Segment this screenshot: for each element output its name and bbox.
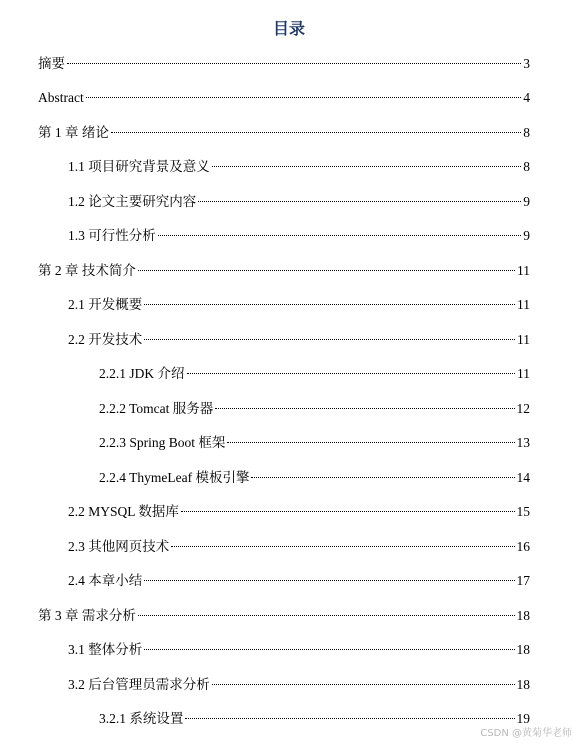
toc-entry[interactable] — [68, 331, 530, 349]
dot-leader — [144, 580, 514, 581]
dot-leader — [227, 442, 514, 443]
toc-entry[interactable] — [38, 262, 530, 280]
toc-page-number: 3 — [523, 56, 530, 71]
toc-entry-label: 1.1 项目研究背景及意义 — [68, 159, 210, 174]
toc-entry[interactable] — [68, 193, 530, 211]
toc-page-number: 12 — [516, 401, 530, 416]
toc-entry-label: 2.2 MYSQL 数据库 — [68, 504, 179, 519]
toc-entry-label: 第 2 章 技术简介 — [38, 263, 136, 278]
dot-leader — [187, 373, 515, 374]
toc-entry[interactable] — [68, 676, 530, 694]
toc-entry-label: 2.2.1 JDK 介绍 — [99, 366, 185, 381]
dot-leader — [251, 477, 514, 478]
dot-leader — [181, 511, 515, 512]
toc-entry-label: 2.3 其他网页技术 — [68, 539, 170, 554]
toc-page-number: 4 — [523, 90, 530, 105]
toc-entry[interactable] — [99, 365, 530, 383]
toc-entry-label: 2.2.4 ThymeLeaf 模板引擎 — [99, 470, 250, 485]
toc-entry[interactable] — [99, 469, 530, 487]
toc-page-number: 8 — [523, 159, 530, 174]
toc-page-number: 16 — [516, 539, 530, 554]
toc-entry-label: 1.2 论文主要研究内容 — [68, 194, 197, 209]
dot-leader — [86, 97, 522, 98]
toc-page-number: 11 — [517, 263, 530, 278]
toc-page-number: 18 — [516, 608, 530, 623]
dot-leader — [144, 304, 515, 305]
watermark-text: CSDN @黄菊华老师 — [480, 728, 572, 739]
dot-leader — [212, 166, 522, 167]
dot-leader — [138, 270, 515, 271]
toc-entry[interactable] — [68, 572, 530, 590]
toc-entry[interactable] — [38, 607, 530, 625]
toc-entry-label: 摘要 — [38, 56, 65, 71]
toc-entry[interactable] — [68, 503, 530, 521]
toc-entry[interactable] — [68, 538, 530, 556]
toc-page-number: 18 — [516, 642, 530, 657]
toc-entry-label: 第 3 章 需求分析 — [38, 608, 136, 623]
toc-page-number: 9 — [523, 194, 530, 209]
toc-entry-label: 3.2.1 系统设置 — [99, 711, 184, 726]
toc-entry-label: 1.3 可行性分析 — [68, 228, 156, 243]
toc-page-number: 18 — [516, 677, 530, 692]
toc-page-number: 8 — [523, 125, 530, 140]
toc-entry-label: 2.2 开发技术 — [68, 332, 143, 347]
toc-entry[interactable] — [38, 55, 530, 73]
dot-leader — [111, 132, 521, 133]
toc-entry-label: 2.1 开发概要 — [68, 297, 143, 312]
toc-entry[interactable] — [68, 227, 530, 245]
dot-leader — [171, 546, 514, 547]
toc-page-number: 14 — [516, 470, 530, 485]
toc-entry-label: 2.2.3 Spring Boot 框架 — [99, 435, 226, 450]
toc-entry[interactable] — [68, 158, 530, 176]
dot-leader — [185, 718, 514, 719]
toc-entry-label: 3.1 整体分析 — [68, 642, 143, 657]
dot-leader — [212, 684, 515, 685]
toc-page-number: 9 — [523, 228, 530, 243]
toc-page-number: 11 — [517, 332, 530, 347]
dot-leader — [215, 408, 514, 409]
page-title: 目录 — [272, 19, 305, 38]
dot-leader — [158, 235, 522, 236]
dot-leader — [144, 339, 515, 340]
toc-entry[interactable] — [68, 641, 530, 659]
dot-leader — [67, 63, 521, 64]
toc-page-number: 13 — [516, 435, 530, 450]
dot-leader — [138, 615, 515, 616]
toc-entry-label: 2.4 本章小结 — [68, 573, 143, 588]
toc-entry-label: 3.2 后台管理员需求分析 — [68, 677, 210, 692]
toc-entry[interactable] — [38, 124, 530, 142]
toc-entry[interactable] — [99, 710, 530, 728]
toc-entry-label: 2.2.2 Tomcat 服务器 — [99, 401, 214, 416]
toc-entry[interactable] — [99, 400, 530, 418]
toc-entry[interactable] — [99, 434, 530, 452]
toc-page-number: 19 — [516, 711, 530, 726]
toc-entry[interactable] — [68, 296, 530, 314]
toc-page-number: 11 — [517, 366, 530, 381]
toc-entry-label: 第 1 章 绪论 — [38, 125, 109, 140]
dot-leader — [144, 649, 514, 650]
toc-page-number: 15 — [516, 504, 530, 519]
toc-entry[interactable] — [38, 89, 530, 107]
dot-leader — [198, 201, 521, 202]
toc-entry-label: Abstract — [38, 90, 84, 105]
toc-page-number: 17 — [516, 573, 530, 588]
toc-page-number: 11 — [517, 297, 530, 312]
